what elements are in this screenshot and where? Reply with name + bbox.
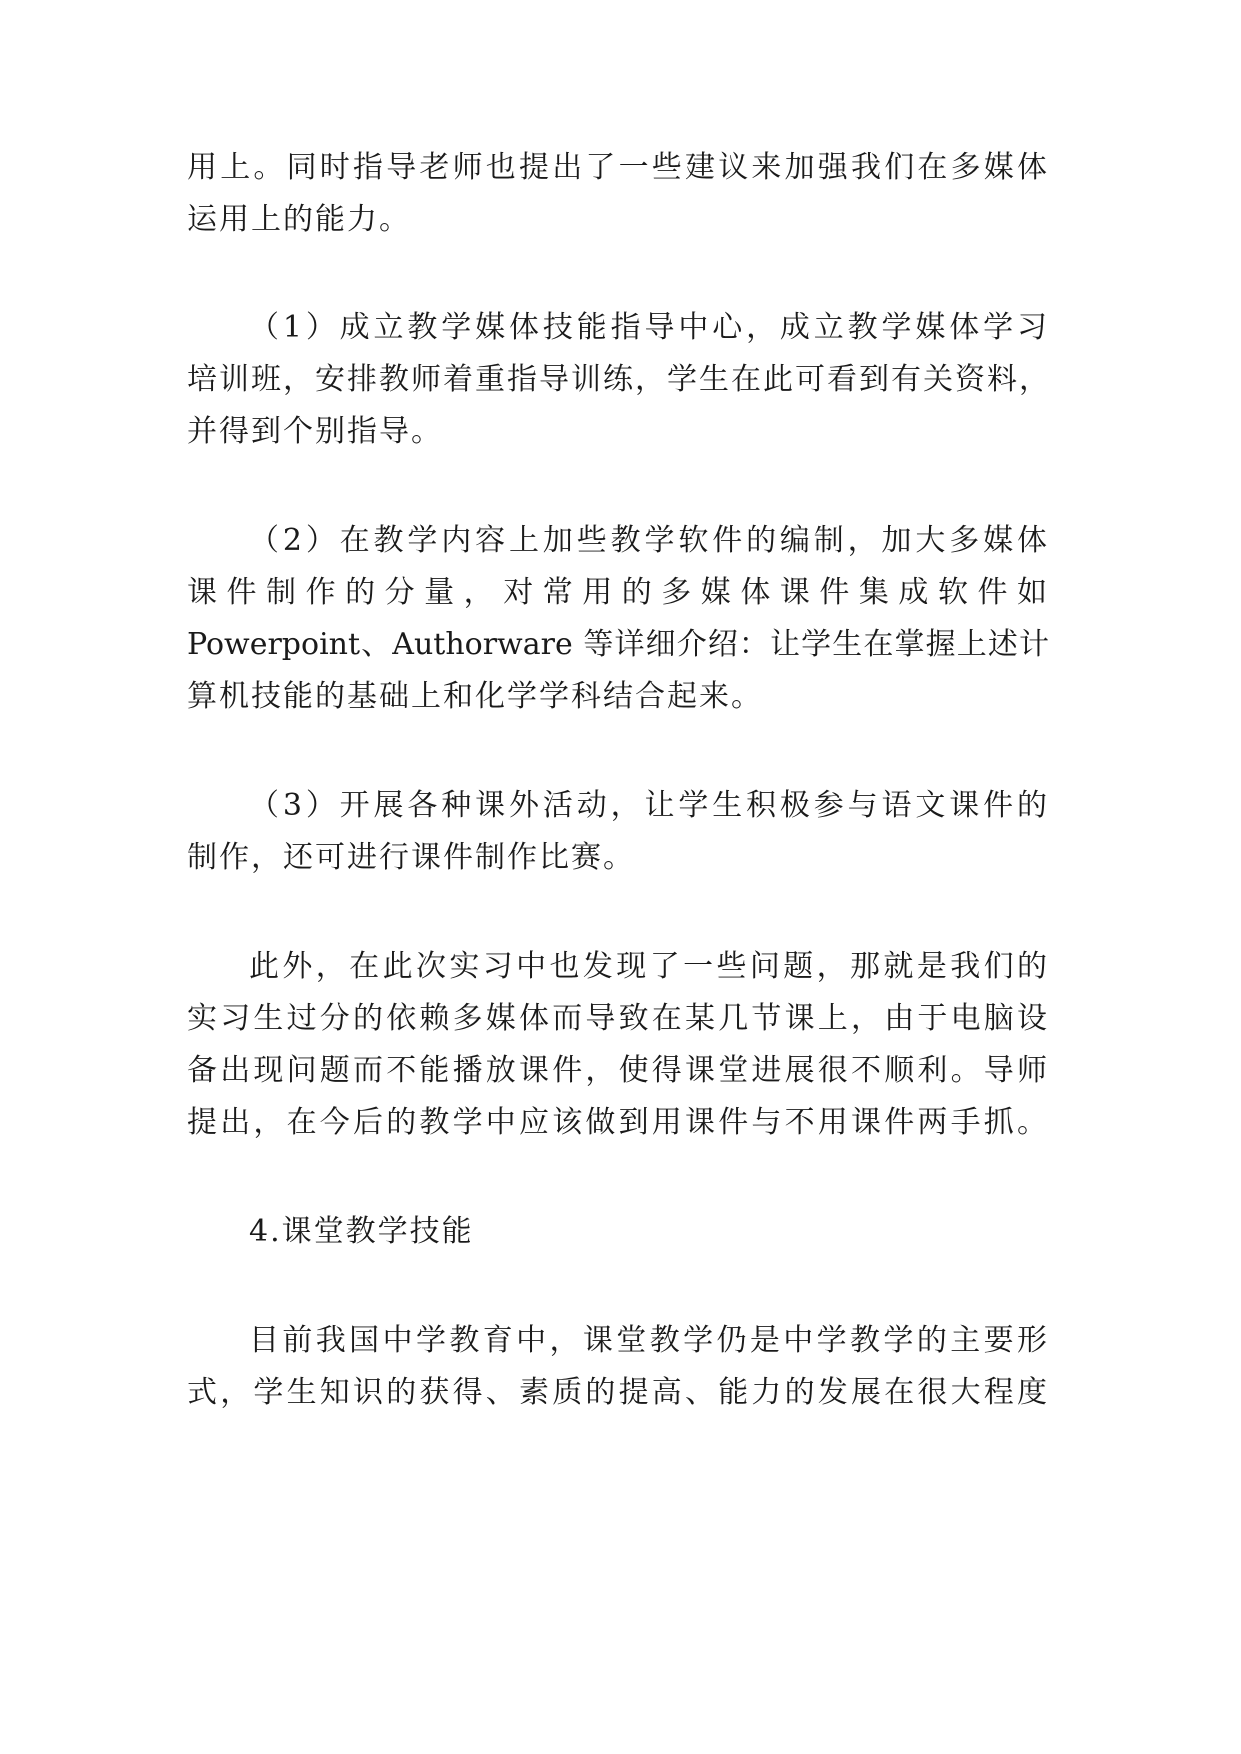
text-line: 此外，在此次实习中也发现了一些问题，那就是我们的 xyxy=(249,949,1049,984)
text-line: 并得到个别指导。 xyxy=(187,414,443,449)
text-line: 式，学生知识的获得、素质的提高、能力的发展在很大程度 xyxy=(187,1375,1049,1410)
text-line: （1）成立教学媒体技能指导中心，成立教学媒体学习 xyxy=(249,310,1049,345)
text-line: 用上。同时指导老师也提出了一些建议来加强我们在多媒体 xyxy=(187,150,1049,185)
text-line: 备出现问题而不能播放课件，使得课堂进展很不顺利。导师 xyxy=(187,1053,1049,1088)
text-line: 培训班，安排教师着重指导训练，学生在此可看到有关资料， xyxy=(187,362,1051,397)
text-line: （2）在教学内容上加些教学软件的编制，加大多媒体 xyxy=(249,523,1049,558)
text-line: 运用上的能力。 xyxy=(187,202,411,237)
text-line: 算机技能的基础上和化学学科结合起来。 xyxy=(187,679,763,714)
text-line: 目前我国中学教育中，课堂教学仍是中学教学的主要形 xyxy=(249,1323,1049,1358)
text-line: （3）开展各种课外活动，让学生积极参与语文课件的 xyxy=(249,788,1049,823)
text-line: 实习生过分的依赖多媒体而导致在某几节课上，由于电脑设 xyxy=(187,1001,1049,1036)
text-line: Powerpoint、Authorware 等详细介绍：让学生在掌握上述计 xyxy=(187,627,1049,662)
text-line: 课件制作的分量，对常用的多媒体课件集成软件如 xyxy=(187,575,1049,610)
text-line: 制作，还可进行课件制作比赛。 xyxy=(187,840,635,875)
text-line: 提出，在今后的教学中应该做到用课件与不用课件两手抓。 xyxy=(187,1105,1049,1140)
section-heading: 4.课堂教学技能 xyxy=(249,1214,474,1249)
